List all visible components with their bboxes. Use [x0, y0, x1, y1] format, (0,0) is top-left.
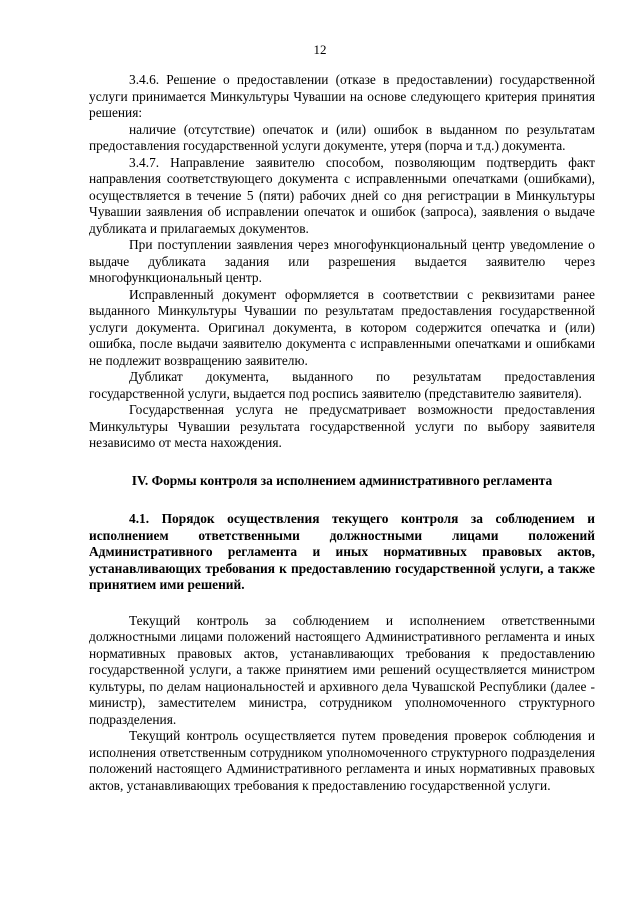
- document-body: [89, 72, 595, 794]
- page-number: 12: [313, 42, 327, 57]
- paragraph: 3.4.6. Решение о предоставлении (отказе в предоставлении) государственной услуги принимается Минкультуры Чувашии на основе следующего критерия принятия решения:: [89, 72, 595, 120]
- paragraph: наличие (отсутствие) опечаток и (или) ошибок в выданном по результатам предоставления государственной услуги документе, утеря (порча и т.д.) документа.: [89, 121, 595, 153]
- paragraph: 3.4.7. Направление заявителю способом, позволяющим подтвердить факт направления соответствующего документа с исправленными опечатками (ошибками), осуществляется в течение 5 (пяти) рабочих дней со дня регистрации в Минкультуры Чувашии заявления об исправлении опечаток и ошибок (запроса), заявления о выдаче дубликата и прилагаемых документов.: [89, 154, 595, 236]
- paragraph: Государственная услуга не предусматривает возможности предоставления Минкультуры Чувашии результата государственной услуги по выбору заявителя независимо от места нахождения.: [89, 402, 595, 450]
- paragraph: Дубликат документа, выданного по результатам предоставления государственной услуги, выдается под роспись заявителю (представителю заявителя).: [89, 369, 595, 401]
- paragraph: При поступлении заявления через многофункциональный центр уведомление о выдаче дубликата задания или разрешения выдается заявителю через многофункциональный центр.: [89, 237, 595, 285]
- subsection-heading: 4.1. Порядок осуществления текущего контроля за соблюдением и исполнением ответственными должностными лицами положений Административного регламента и иных нормативных правовых актов, устанавливающих требования к предоставлению государственной услуги, а также принятием ими решений.: [89, 511, 595, 592]
- section-heading: IV. Формы контроля за исполнением административного регламента: [131, 472, 553, 488]
- paragraph: Текущий контроль за соблюдением и исполнением ответственными должностными лицами положений настоящего Административного регламента и иных нормативных правовых актов, устанавливающих требования к предоставлению государственной услуги, а также принятием ими решений осуществляется министром культуры, по делам национальностей и архивного дела Чувашской Республики (далее - министр), заместителем министра, сотрудником уполномоченного структурного подразделения.: [89, 612, 595, 727]
- paragraph: Текущий контроль осуществляется путем проведения проверок соблюдения и исполнения ответственным сотрудником уполномоченного структурного подразделения положений настоящего Административного регламента и иных нормативных правовых актов, устанавливающих требования к предоставлению государственной услуги.: [89, 728, 595, 793]
- paragraph: Исправленный документ оформляется в соответствии с реквизитами ранее выданного Минкультуры Чувашии по результатам предоставления государственной услуги документа. Оригинал документа, в котором содержится опечатка и (или) ошибка, после выдачи заявителю документа с исправленными опечатками и ошибками не подлежит возвращению заявителю.: [89, 286, 595, 368]
